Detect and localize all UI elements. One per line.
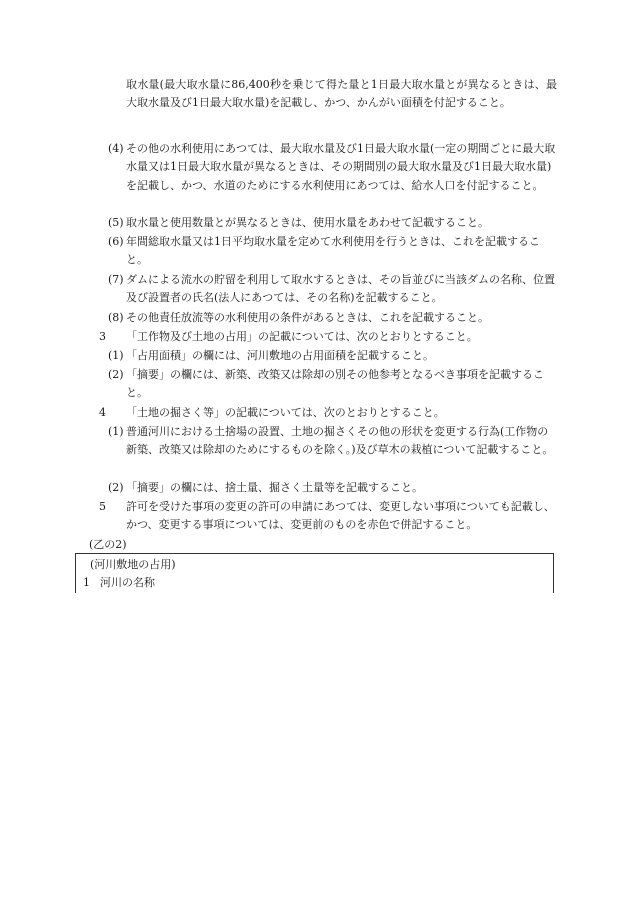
item-number: (1) <box>108 349 124 362</box>
item-6 <box>0 233 630 270</box>
table-heading: (河川敷地の占用) <box>90 558 176 571</box>
section-text: 許可を受けた事項の変更の許可の申請にあつては、変更しない事項についても記載し、かつ、変更する事項については、変更前のものを赤色で併記すること。 <box>126 500 555 532</box>
item-number: (4) <box>108 142 124 155</box>
item-7 <box>0 271 630 308</box>
item-number: (7) <box>108 273 124 286</box>
section-5 <box>0 498 630 535</box>
form-table <box>75 553 554 593</box>
item-number: (2) <box>108 368 124 381</box>
section-3-item-2 <box>0 366 630 403</box>
section-heading: 「土地の掘さく等」の記載については、次のとおりとすること。 <box>126 406 445 419</box>
item-text: 年間総取水量又は1日平均取水量を定めて水利使用を行うときは、これを記載すること。 <box>126 235 540 267</box>
item-text: 「摘要」の欄には、捨土量、掘さく土量等を記載すること。 <box>126 481 423 494</box>
section-number: 3 <box>99 330 106 343</box>
item-text: 普通河川における土捨場の設置、土地の掘さくその他の形状を変更する行為(工作物の新築、改築又は除却のためにするものを除く。)及び草木の栽植について記載すること。 <box>126 425 554 457</box>
item-4 <box>0 140 630 195</box>
item-text: ダムによる流水の貯留を利用して取水するときは、その旨並びに当該ダムの名称、位置及び設置者の氏名(法人にあつては、その名称)を記載すること。 <box>126 273 555 305</box>
item-text: 「占用面積」の欄には、河川敷地の占用面積を記載すること。 <box>126 349 434 362</box>
table-row-label: 河川の名称 <box>100 576 155 589</box>
section-4 <box>0 404 630 422</box>
continuation-paragraph <box>0 76 630 113</box>
item-text: その他責任放流等の水利使用の条件があるときは、これを記載すること。 <box>126 311 489 324</box>
item-number: (2) <box>108 481 124 494</box>
item-number: (8) <box>108 311 124 324</box>
form-label <box>0 536 630 554</box>
section-heading: 「工作物及び土地の占用」の記載については、次のとおりとすること。 <box>126 330 478 343</box>
item-number: (1) <box>108 425 124 438</box>
item-number: (6) <box>108 235 124 248</box>
section-3-item-1 <box>0 347 630 365</box>
item-5 <box>0 214 630 232</box>
item-text: 「摘要」の欄には、新築、改築又は除却の別その他参考となるべき事項を記載すること。 <box>126 368 544 400</box>
item-text: 取水量と使用数量とが異なるときは、使用水量をあわせて記載すること。 <box>126 216 489 229</box>
item-number: (5) <box>108 216 124 229</box>
continuation-text: 取水量(最大取水量に86,400秒を乗じて得た量と1日最大取水量とが異なるときは、最大取水量及び1日最大取水量)を記載し、かつ、かんがい面積を付記すること。 <box>126 78 557 110</box>
section-4-item-2 <box>0 479 630 497</box>
table-row-number: 1 <box>83 576 90 589</box>
item-8 <box>0 309 630 327</box>
section-3 <box>0 328 630 346</box>
form-label-text: (乙の2) <box>89 538 127 551</box>
section-number: 5 <box>99 500 106 513</box>
section-number: 4 <box>99 406 106 419</box>
item-text: その他の水利使用にあつては、最大取水量及び1日最大取水量(一定の期間ごとに最大取水量又は1日最大取水量が異なるときは、その期間別の最大取水量及び1日最大取水量)を記載し、かつ、水道のためにする水利使用にあつては、給水人口を付記すること。 <box>126 142 556 192</box>
section-4-item-1 <box>0 423 630 460</box>
